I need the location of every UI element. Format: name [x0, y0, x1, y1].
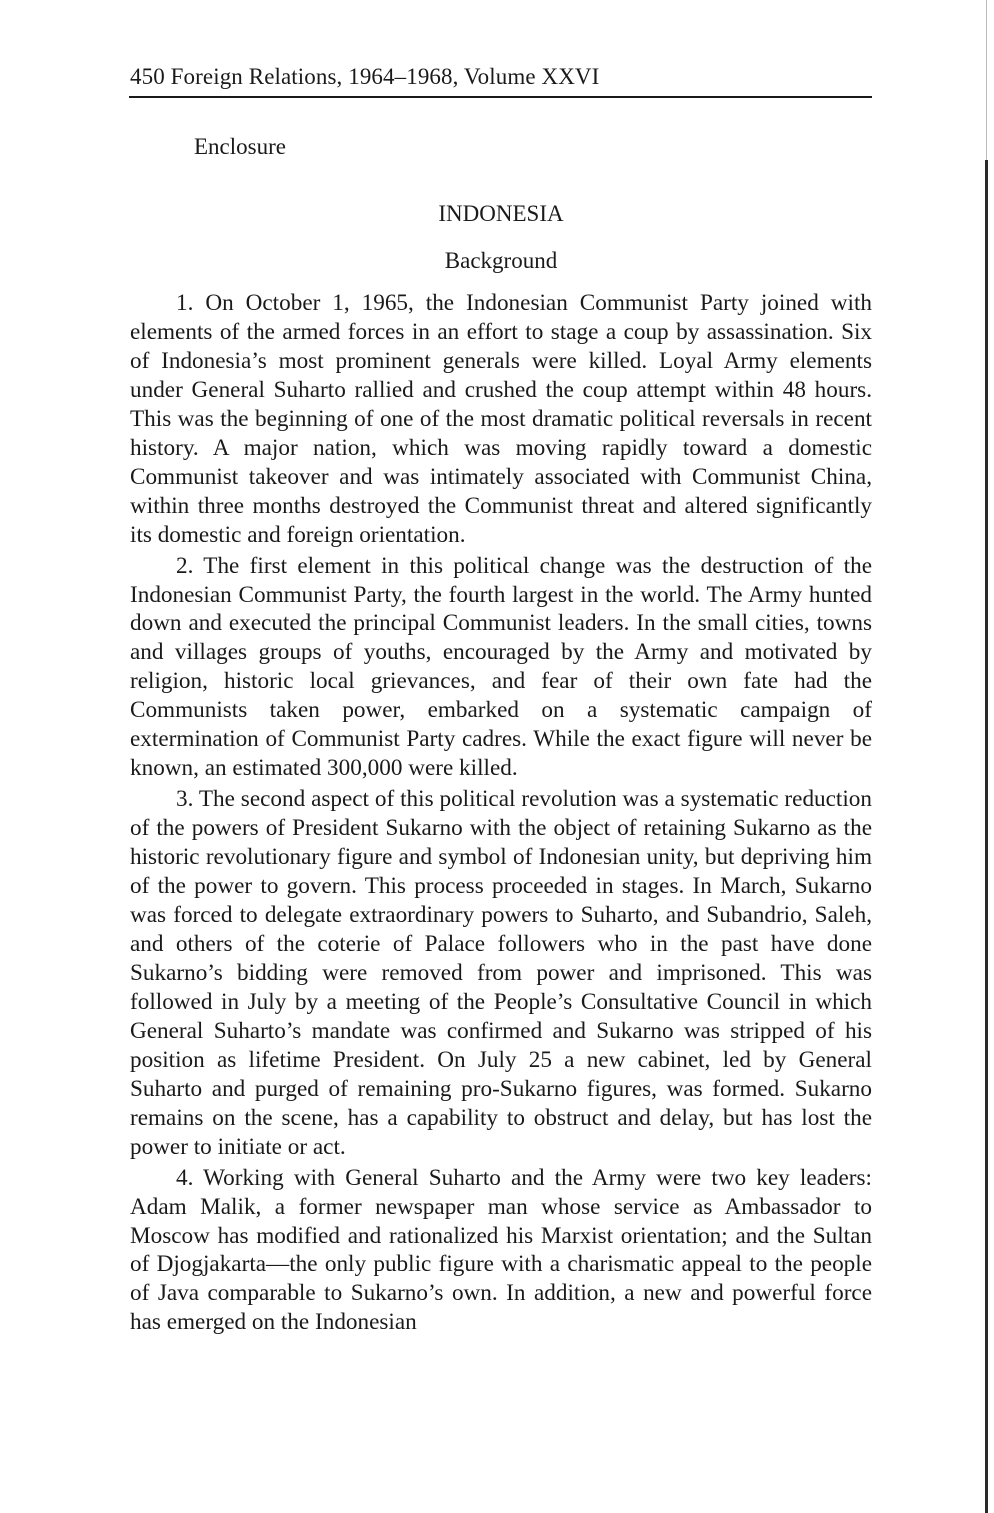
enclosure-label: Enclosure [194, 134, 286, 159]
body-text [130, 289, 872, 1339]
scan-edge-mark [985, 160, 988, 1513]
paragraph-2: 2. The first element in this political change was the destruction of the Indonesian Communist Party, the fourth largest in the world. The Army hunted down and executed the principal Communist leaders. In the small cities, towns and villages groups of youths, encouraged by the Army and motivated by religion, historic local grievances, and fear of their own fate had the Communists taken power, embarked on a systematic campaign of extermination of Communist Party cadres. While the exact figure will never be known, an estimated 300,000 were killed. [130, 552, 872, 782]
running-head: 450 Foreign Relations, 1964–1968, Volume XXVI [130, 64, 600, 89]
section-heading: Background [444, 248, 558, 273]
paragraph-1: 1. On October 1, 1965, the Indonesian Communist Party joined with elements of the armed forces in an effort to stage a coup by assassination. Six of Indonesia’s most prominent generals were killed. Loyal Army elements under General Suharto rallied and crushed the coup attempt within 48 hours. This was the beginning of one of the most dramatic political reversals in recent history. A major nation, which was moving rapidly toward a domestic Communist takeover and was intimately associated with Communist China, within three months destroyed the Communist threat and altered significantly its domestic and foreign orientation. [130, 290, 872, 548]
paragraph-4: 4. Working with General Suharto and the Army were two key leaders: Adam Malik, a former newspaper man whose service as Ambassador to Moscow has modified and rationalized his Marxist orientation; and the Sultan of Djogjakarta—the only public figure with a charismatic appeal to the people of Java comparable to Sukarno’s own. In addition, a new and powerful force has emerged on the Indonesian [130, 1164, 872, 1336]
header-rule [129, 96, 872, 98]
document-title: INDONESIA [438, 201, 564, 226]
paragraph-3: 3. The second aspect of this political revolution was a systematic reduction of the powers of President Sukarno with the object of retaining Sukarno as the historic revolutionary figure and symbol of Indonesian unity, but depriving him of the power to govern. This process proceeded in stages. In March, Sukarno was forced to delegate extraordinary powers to Suharto, and Subandrio, Saleh, and others of the coterie of Palace followers who in the past have done Sukarno’s bidding were removed from power and imprisoned. This was followed in July by a meeting of the People’s Consultative Council in which General Suharto’s mandate was confirmed and Sukarno was stripped of his position as lifetime President. On July 25 a new cabinet, led by General Suharto and purged of remaining pro-Sukarno figures, was formed. Sukarno remains on the scene, has a capability to obstruct and delay, but has lost the power to initiate or act. [130, 786, 872, 1160]
